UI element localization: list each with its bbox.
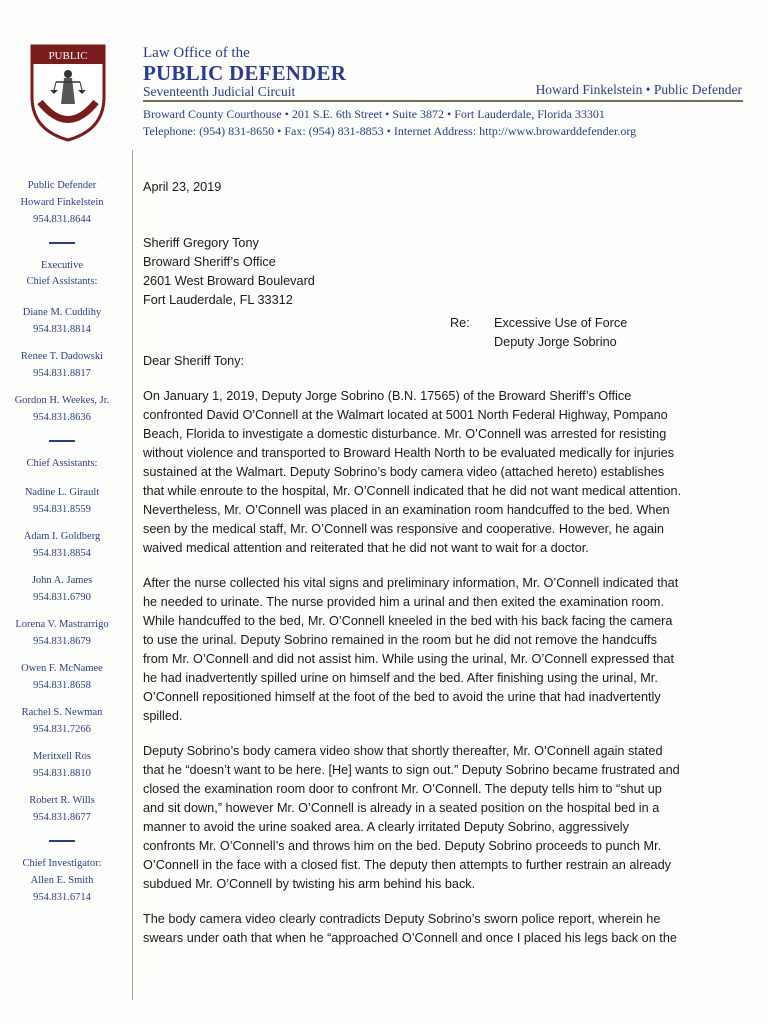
body-paragraph: Deputy Sobrino’s body camera video show that shortly thereafter, Mr. O’Connell again stated that he “doesn’t want to be here. [He] wants to sign out.” Deputy Sobrino became frustrated and closed the examination room door to confront Mr. O’Connell. The deputy tells him to “shut up and sit down,” however Mr. O’Connell is already in a seated position on the hospital bed in a manner to avoid the urine soaked area. A clearly irritated Deputy Sobrino, aggressively confronts Mr. O’Connell’s and throws him on the bed. Deputy Sobrino proceeds to punch Mr. O’Connell in the face with a closed fist. The deputy then attempts to further restrain an already subdued Mr. O’Connell by twisting his arm behind his back. [143,744,680,891]
sidebar-person [0,660,124,694]
sidebar-phone: 954.831.8677 [33,812,91,823]
sidebar-name: Gordon H. Weekes, Jr. [14,395,110,406]
sidebar-name: Allen E. Smith [30,875,94,886]
letterhead-title [143,45,346,99]
sidebar-section-label: Chief Assistants: [26,458,98,469]
chiefs-label [0,456,124,472]
body-paragraph: On January 1, 2019, Deputy Jorge Sobrino (B.N. 17565) of the Broward Sheriff’s Office confronted David O’Connell at the Walmart located at 5001 North Federal Highway, Pompano Beach, Florida to investigate a domestic disturbance. Mr. O’Connell was arrested for resisting without violence and transported to Broward Health North to be evaluated medically for injuries sustained at the Walmart. Deputy Sobrino’s body camera video (attached hereto) establishes that while enroute to the hospital, Mr. O’Connell indicated that he did not want medical attention. Nevertheless, Mr. O’Connell was placed in an examination room handcuffed to the bed. When seen by the medical staff, Mr. O’Connell was responsive and cooperative. However, he again waived medical attention and reiterated that he did not want to wait for a doctor. [143,389,682,555]
sidebar-role: Public Defender [27,180,97,191]
letterhead-line2: PUBLIC DEFENDER [143,61,347,85]
executive-label [0,258,124,290]
sidebar-phone: 954.831.8559 [33,504,91,515]
letterhead-line1: Law Office of the [143,45,250,61]
re-value [494,314,627,352]
sidebar-section-label: Executive [41,260,83,271]
sidebar-name: Lorena V. Mastrarrigo [15,619,109,630]
sidebar-person [0,616,124,650]
margin-divider [132,150,133,1000]
sidebar-section-label: Chief Investigator: [22,858,102,869]
sidebar-person [0,528,124,562]
letterhead-address: Broward County Courthouse • 201 S.E. 6th Street • Suite 3872 • Fort Lauderdale, Florida 33301 [143,107,605,121]
recipient-line: Sheriff Gregory Tony [143,236,259,250]
sidebar-name: John A. James [31,575,93,586]
sidebar-name: Diane M. Cuddihy [22,307,102,318]
seal-top-text: PUBLIC [48,50,88,62]
sidebar-name: Howard Finkelstein [20,197,104,208]
sidebar-phone: 954.831.8817 [33,368,91,379]
sidebar-phone: 954.831.8658 [33,680,91,691]
recipient-line: Broward Sheriff’s Office [143,255,276,269]
recipient-line: 2601 West Broward Boulevard [143,274,315,288]
public-defender-seal [28,42,108,142]
sidebar-investigator [0,856,124,906]
sidebar-person [0,792,124,826]
sidebar-phone: 954.831.7266 [33,724,91,735]
sidebar-person [0,304,124,338]
sidebar-phone: 954.831.8814 [33,324,91,335]
sidebar-phone: 954.831.8854 [33,548,91,559]
sidebar-divider [49,840,75,842]
letter-date: April 23, 2019 [143,180,222,194]
letterhead-contact: Telephone: (954) 831-8650 • Fax: (954) 831-8853 • Internet Address: http://www.browarddefender.org [143,124,637,138]
sidebar-name: Rachel S. Newman [21,707,103,718]
letter-body [143,178,683,964]
recipient-line: Fort Lauderdale, FL 33312 [143,293,293,307]
sidebar-person [0,748,124,782]
re-line: Deputy Jorge Sobrino [494,335,617,349]
staff-sidebar [0,178,124,916]
seal-bottom-text: DEFENDER [49,122,87,130]
sidebar-name: Renee T. Dadowski [20,351,104,362]
subject-line [143,314,683,352]
letterhead-defender-name: Howard Finkelstein • Public Defender [535,82,742,97]
sidebar-person [0,348,124,382]
sidebar-name: Robert R. Wills [29,795,95,806]
sidebar-phone: 954.831.6790 [33,592,91,603]
body-paragraph: The body camera video clearly contradicts Deputy Sobrino’s sworn police report, wherein he swears under oath that when he “approached O’Connell and once I placed his legs back on the [143,912,677,945]
letterhead-rule [143,100,743,102]
letterhead-line3: Seventeenth Judicial Circuit [143,84,296,99]
re-line: Excessive Use of Force [494,316,628,330]
sidebar-person [0,704,124,738]
sidebar-phone: 954.831.8636 [33,412,91,423]
recipient-address [143,234,683,310]
public-defender-entry [0,178,124,228]
sidebar-phone: 954.831.6714 [33,892,91,903]
sidebar-phone: 954.831.8644 [33,214,91,225]
sidebar-name: Adam I. Goldberg [23,531,101,542]
sidebar-phone: 954.831.8679 [33,636,91,647]
body-paragraph: After the nurse collected his vital signs and preliminary information, Mr. O’Connell indicated that he needed to urinate. The nurse provided him a urinal and then exited the examination room. While handcuffed to the bed, Mr. O’Connell kneeled in the bed with his back facing the camera to use the urinal. Deputy Sobrino remained in the room but he did not remove the handcuffs from Mr. O’Connell and did not assist him. While using the urinal, Mr. O’Connell expressed that he had inadvertently spilled urine on himself and the bed. After finishing using the urinal, Mr. O’Connell repositioned himself at the foot of the bed to avoid the urine that had inadvertently spilled. [143,576,679,723]
sidebar-name: Nadine L. Girault [24,487,100,498]
sidebar-phone: 954.831.8810 [33,768,91,779]
sidebar-divider [49,440,75,442]
sidebar-name: Owen F. McNamee [21,663,103,674]
salutation: Dear Sheriff Tony: [143,354,245,368]
sidebar-person [0,572,124,606]
re-label: Re: [450,316,470,330]
sidebar-person [0,392,124,426]
sidebar-section-label: Chief Assistants: [26,276,98,287]
sidebar-person [0,484,124,518]
sidebar-name: Meritxell Ros [32,751,92,762]
sidebar-divider [49,242,75,244]
letterhead-address-block [143,106,636,140]
